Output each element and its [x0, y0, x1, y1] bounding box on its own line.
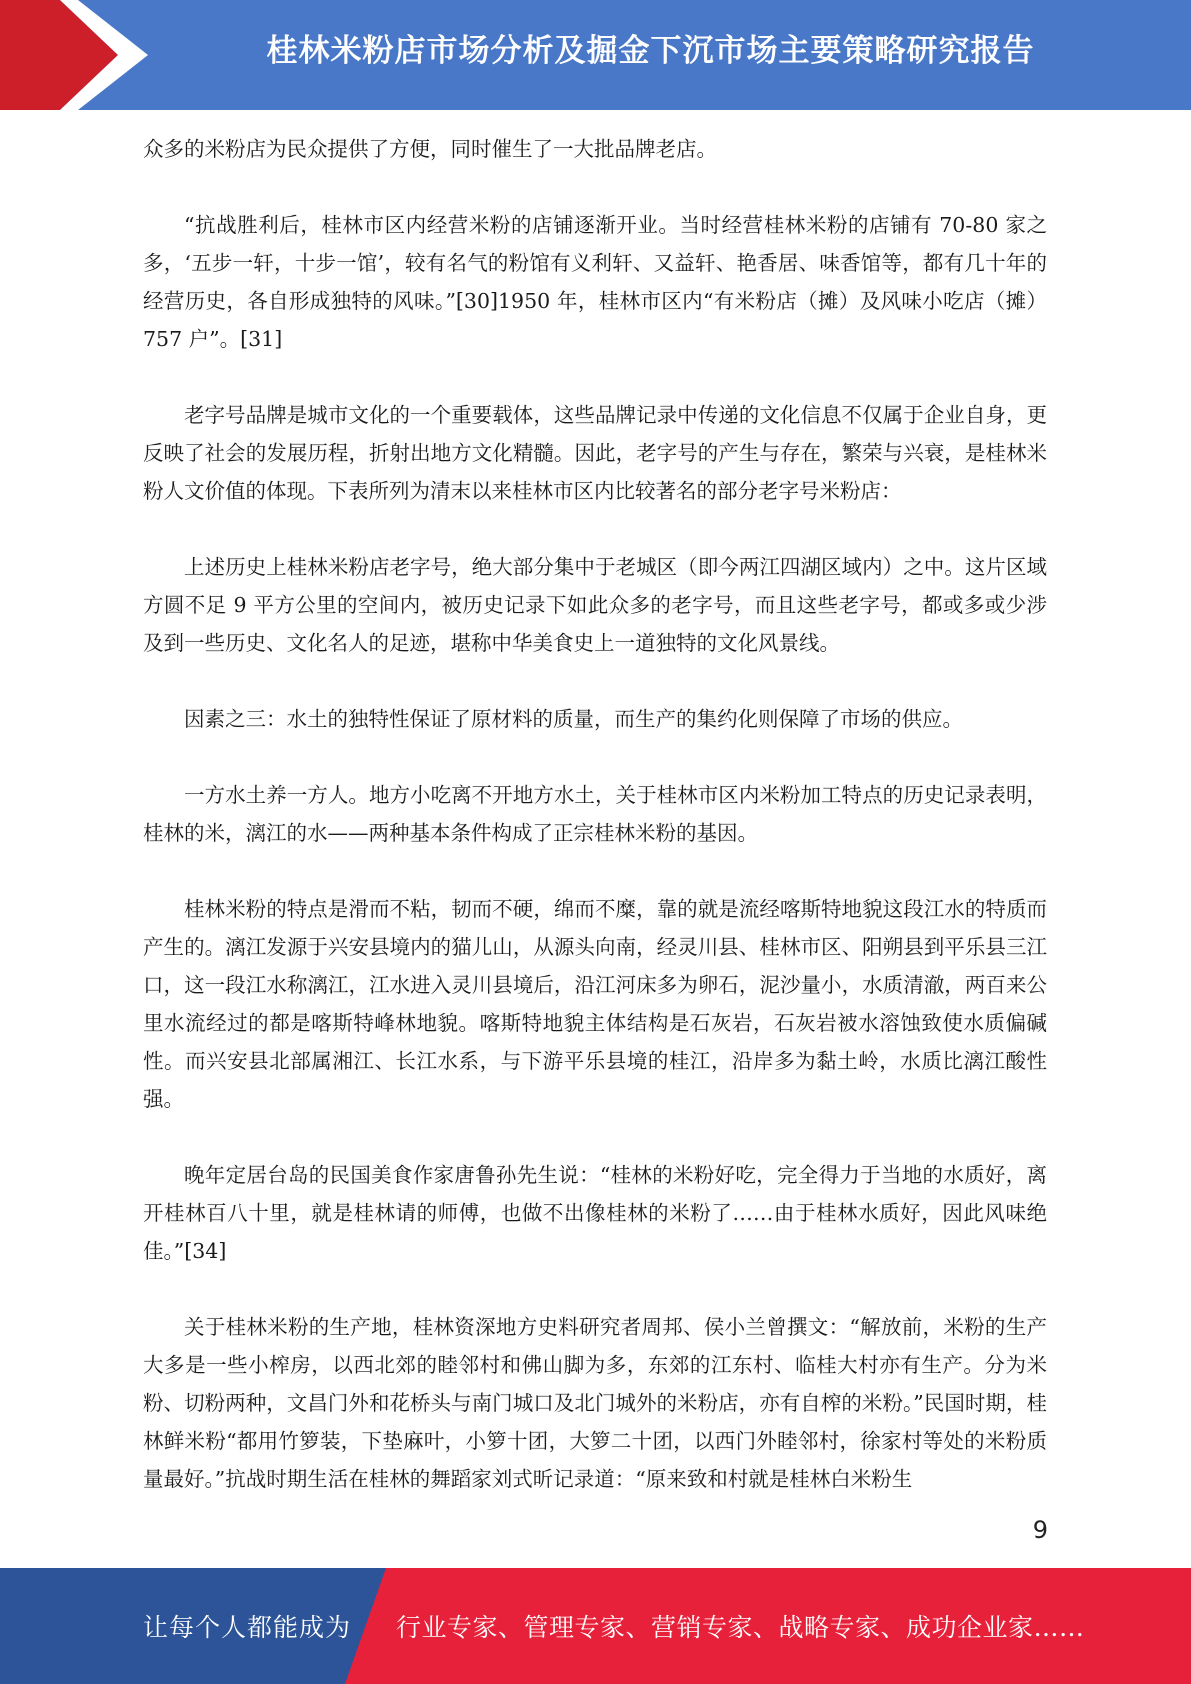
paragraph: 因素之三：水土的独特性保证了原材料的质量，而生产的集约化则保障了市场的供应。: [184, 707, 963, 731]
paragraph: “抗战胜利后，桂林市区内经营米粉的店铺逐渐开业。当时经营桂林米粉的店铺有 70-80 家之多，‘五步一轩，十步一馆’，较有名气的粉馆有义利轩、又益轩、艳香居、味香馆等，都有几十年的经营历史，各自形成独特的风味。”[30]1950 年，桂林市区内“有米粉店（摊）及风味小吃店（摊）757 户”。[31]: [143, 213, 1047, 351]
paragraph: 桂林米粉的特点是滑而不粘，韧而不硬，绵而不糜，靠的就是流经喀斯特地貌这段江水的特质而产生的。漓江发源于兴安县境内的猫儿山，从源头向南，经灵川县、桂林市区、阳朔县到平乐县三江口，这一段江水称漓江，江水进入灵川县境后，沿江河床多为卵石，泥沙量小，水质清澈，两百来公里水流经过的都是喀斯特峰林地貌。喀斯特地貌主体结构是石灰岩，石灰岩被水溶蚀致使水质偏碱性。而兴安县北部属湘江、长江水系，与下游平乐县境的桂江，沿岸多为黏土岭，水质比漓江酸性强。: [143, 897, 1047, 1111]
paragraph: 一方水土养一方人。地方小吃离不开地方水土，关于桂林市区内米粉加工特点的历史记录表明，桂林的米，漓江的水——两种基本条件构成了正宗桂林米粉的基因。: [143, 783, 1047, 845]
footer-slogan-left: 让每个人都能成为: [143, 1613, 352, 1642]
header-chevron-decoration: [0, 0, 160, 110]
footer-slogan-right: 行业专家、管理专家、营销专家、战略专家、成功企业家……: [396, 1613, 1085, 1642]
report-title: 桂林米粉店市场分析及掘金下沉市场主要策略研究报告: [266, 33, 1035, 69]
paragraph: 上述历史上桂林米粉店老字号，绝大部分集中于老城区（即今两江四湖区域内）之中。这片区域方圆不足 9 平方公里的空间内，被历史记录下如此众多的老字号，而且这些老字号，都或多或少涉及到一些历史、文化名人的足迹，堪称中华美食史上一道独特的文化风景线。: [143, 555, 1047, 655]
paragraph: 晚年定居台岛的民国美食作家唐鲁孙先生说：“桂林的米粉好吃，完全得力于当地的水质好，离开桂林百八十里，就是桂林请的师傅，也做不出像桂林的米粉了……由于桂林水质好，因此风味绝佳。”[34]: [143, 1163, 1047, 1263]
paragraph: 众多的米粉店为民众提供了方便，同时催生了一大批品牌老店。: [143, 137, 717, 161]
document-body: [143, 130, 1047, 1536]
page-header: [0, 0, 1191, 110]
page-number: 9: [1032, 1516, 1048, 1544]
page-footer: [0, 1568, 1191, 1684]
paragraph: 老字号品牌是城市文化的一个重要载体，这些品牌记录中传递的文化信息不仅属于企业自身，更反映了社会的发展历程，折射出地方文化精髓。因此，老字号的产生与存在，繁荣与兴衰，是桂林米粉人文价值的体现。下表所列为清末以来桂林市区内比较著名的部分老字号米粉店：: [143, 403, 1047, 503]
paragraph: 关于桂林米粉的生产地，桂林资深地方史料研究者周邦、侯小兰曾撰文：“解放前，米粉的生产大多是一些小榨房，以西北郊的睦邻村和佛山脚为多，东郊的江东村、临桂大村亦有生产。分为米粉、切粉两种，文昌门外和花桥头与南门城口及北门城外的米粉店，亦有自榨的米粉。”民国时期，桂林鲜米粉“都用竹箩装，下垫麻叶，小箩十团，大箩二十团，以西门外睦邻村，徐家村等处的米粉质量最好。”抗战时期生活在桂林的舞蹈家刘式昕记录道：“原来致和村就是桂林白米粉生: [143, 1315, 1047, 1491]
